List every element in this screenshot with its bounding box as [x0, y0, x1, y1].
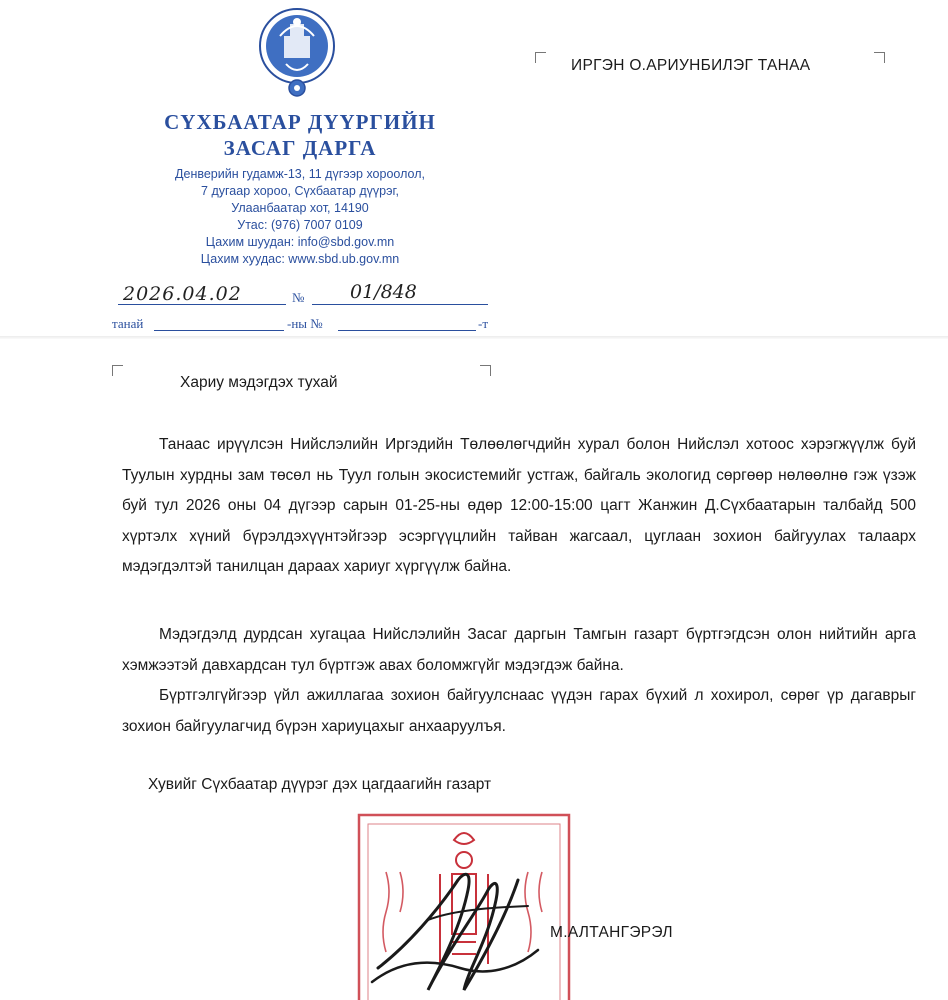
- handwritten-signature: [368, 850, 568, 1000]
- email-line: Цахим шуудан: info@sbd.gov.mn: [205, 235, 395, 249]
- mongolia-state-emblem: [256, 6, 338, 102]
- reply-number-label: -ны №: [287, 316, 323, 331]
- recipient-name: ИРГЭН О.АРИУНБИЛЭГ ТАНАА: [571, 57, 811, 74]
- reply-date-underline: [154, 330, 284, 331]
- number-handwritten: 01/848: [350, 281, 417, 303]
- reply-suffix-label: -т: [478, 316, 489, 331]
- date-handwritten: 2026.04.02: [123, 283, 242, 305]
- subject-corner-right: [480, 365, 491, 376]
- reply-number-underline: [338, 330, 476, 331]
- body-paragraph-1: Танаас ирүүлсэн Нийслэлийн Иргэдийн Төлөөлөгчдийн хурал болон Нийслэл хотоос хэрэгжүүлж буй Туулын хурдны зам төсөл нь Туул голын экосистемийг устгаж, байгаль экологид сөргөөр нөлөөлнө гэж үзэж буй тул 2026 оны 04 дүгээр сарын 01-25-ны өдөр 12:00-15:00 цагт Жанжин Д.Сүхбаатарын талбайд 500 хүртэлх хүний бүрэлдэхүүнтэйгээр эсэргүүцлийн тайван жагсаал, цуглаан зохион байгуулах талаарх мэдэгдэлтэй танилцан дараах хариуг хүргүүлж байна.: [122, 436, 916, 575]
- address-line3: Улаанбаатар хот, 14190: [231, 201, 369, 215]
- subject-corner-left: [112, 365, 123, 376]
- date-underline: [118, 304, 286, 305]
- address-line2: 7 дугаар хороо, Сүхбаатар дүүрэг,: [201, 184, 399, 198]
- website-line: Цахим хуудас: www.sbd.ub.gov.mn: [200, 252, 400, 266]
- copy-to-line: Хувийг Сүхбаатар дүүрэг дэх цагдаагийн газарт: [148, 776, 492, 793]
- recipient-corner-left: [535, 52, 546, 63]
- address-line1: Денверийн гудамж-13, 11 дүгээр хороолол,: [175, 167, 425, 181]
- recipient-corner-right: [874, 52, 885, 63]
- number-label: №: [292, 290, 305, 305]
- contact-block: [120, 166, 480, 268]
- letter-subject: Хариу мэдэгдэх тухай: [180, 374, 338, 391]
- body-paragraph-3: Бүртгэлгүйгээр үйл ажиллагаа зохион байгуулснаас үүдэн гарах бүхий л хохирол, сөрөг үр дагаврыг зохион байгуулагчид бүрэн хариуцахыг анхааруулъя.: [122, 687, 916, 735]
- phone-line: Утас: (976) 7007 0109: [237, 218, 363, 232]
- reply-prefix-label: танай: [112, 316, 144, 331]
- number-underline: [312, 304, 488, 305]
- page-fold-line: [0, 336, 948, 339]
- signer-name: М.АЛТАНГЭРЭЛ: [550, 924, 673, 941]
- org-name-line1: СҮХБААТАР ДҮҮРГИЙН: [164, 110, 436, 134]
- body-paragraph-2: Мэдэгдэлд дурдсан хугацаа Нийслэлийн Засаг даргын Тамгын газарт бүртгэгдсэн олон нийтийн арга хэмжээтэй давхардсан тул бүртгэж авах боломжгүйг мэдэгдэж байна.: [122, 626, 916, 674]
- org-name-line2: ЗАСАГ ДАРГА: [223, 136, 377, 160]
